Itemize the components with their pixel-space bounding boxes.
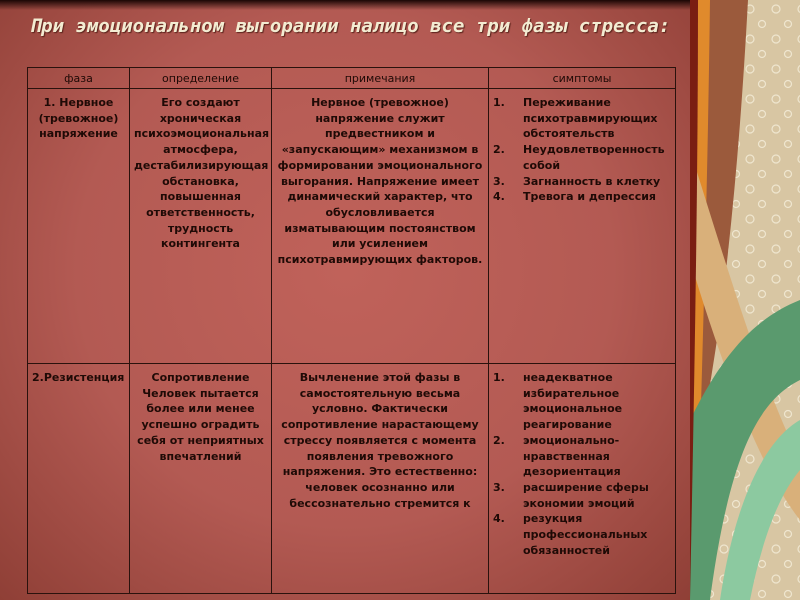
symptom-text: Неудовлетворенность собой (523, 143, 665, 172)
symptom-item (493, 511, 671, 558)
column-header-definition: определение (130, 68, 272, 89)
symptom-number: 2. (493, 433, 505, 447)
symptom-item (493, 174, 671, 190)
column-header-phase: фаза (28, 68, 130, 89)
symptom-item (493, 95, 671, 142)
table-row (28, 89, 676, 364)
symptom-text: Тревога и депрессия (523, 190, 656, 204)
notes-cell: Вычленение этой фазы в самостоятельную весьма условно. Фактически сопротивление нарастающему стрессу появляется с момента появления тревожного напряжения. Это естественно: человек осознанно или бессознательно стремится к (272, 364, 489, 594)
symptom-number: 1. (493, 96, 505, 109)
symptom-text: расширение сферы экономии эмоций (523, 480, 649, 510)
symptoms-cell (489, 364, 676, 594)
table-header-row (28, 68, 676, 89)
slide-title: При эмоциональном выгорании налицо все три фазы стресса: (29, 15, 671, 37)
burnout-phase-table (27, 67, 676, 594)
symptom-text: неадекватное избирательное эмоциональное реагирование (523, 371, 623, 432)
top-shadow (0, 0, 690, 10)
definition-cell: Сопротивление Человек пытается более или менее успешно оградить себя от неприятных впечатлений (130, 364, 272, 594)
symptom-number: 4. (493, 190, 505, 204)
symptom-list (493, 370, 671, 558)
symptom-text: Переживание психотравмирующих обстоятельств (523, 96, 658, 141)
notes-cell: Нервное (тревожное) напряжение служит предвестником и «запускающим» механизмом в формировании эмоционального выгорания. Напряжение имеет динамический характер, что обусловливается изматывающим постоянством или усилением психотравмирующих факторов. (272, 89, 489, 364)
symptom-item (493, 142, 671, 173)
symptom-text: Загнанность в клетку (523, 174, 661, 188)
symptom-number: 1. (493, 371, 505, 384)
phase-cell: 2.Резистенция (28, 364, 130, 594)
symptom-item (493, 433, 671, 480)
symptom-number: 2. (493, 143, 505, 157)
symptom-text: резукция профессиональных обязанностей (523, 512, 648, 557)
symptom-number: 3. (493, 174, 505, 188)
definition-cell: Его создают хроническая психоэмоциональная атмосфера, дестабилизирующая обстановка, повышенная ответственность, трудность контингента (130, 89, 272, 364)
table-row (28, 364, 676, 594)
symptoms-cell (489, 89, 676, 364)
symptom-item (493, 480, 671, 511)
symptom-number: 3. (493, 480, 505, 494)
symptom-item (493, 189, 671, 205)
symptom-text: эмоционально-нравственная дезориентация (523, 433, 621, 479)
symptom-list (493, 95, 671, 205)
decorative-side-panel (690, 0, 800, 600)
symptom-number: 4. (493, 512, 505, 526)
symptom-item (493, 370, 671, 433)
column-header-notes: примечания (272, 68, 489, 89)
column-header-symptoms: симптомы (489, 68, 676, 89)
phase-cell: 1. Нервное (тревожное) напряжение (28, 89, 130, 364)
